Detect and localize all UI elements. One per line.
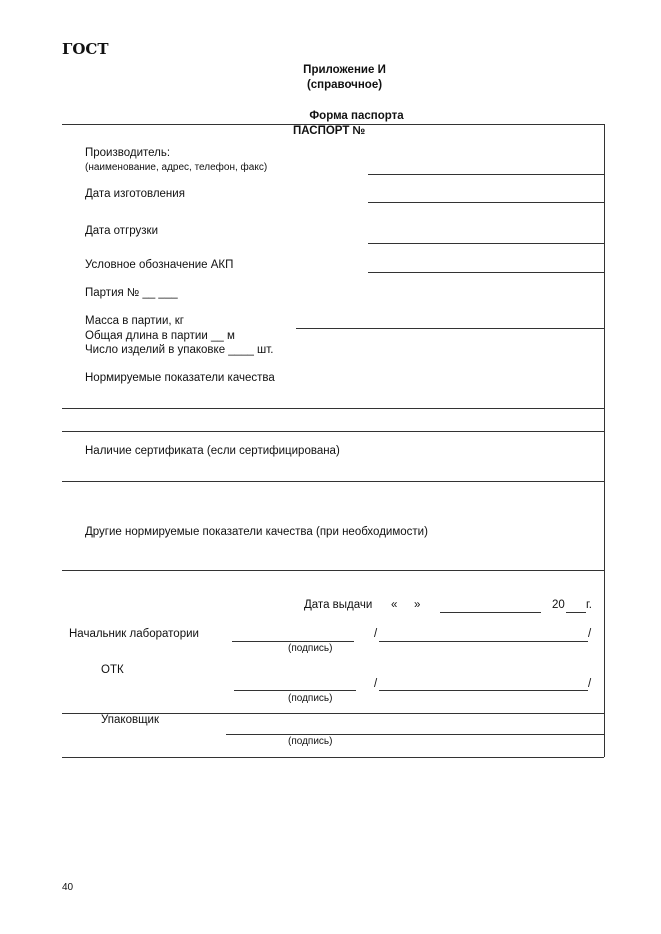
packer-signature-field[interactable] xyxy=(226,734,604,735)
production-date-field-line[interactable] xyxy=(368,202,604,203)
passport-title: ПАСПОРТ № xyxy=(293,125,366,137)
otk-name-field[interactable] xyxy=(379,690,588,691)
lab-head-slash-close: / xyxy=(588,628,592,640)
lab-head-label: Начальник лаборатории xyxy=(69,628,199,640)
other-indicators-label: Другие нормируемые показатели качества (при необходимости) xyxy=(85,526,428,538)
issue-date-label: Дата выдачи xyxy=(304,599,373,611)
otk-slash-open: / xyxy=(374,678,378,690)
issue-date-month-field[interactable] xyxy=(440,612,541,613)
production-date-label: Дата изготовления xyxy=(85,188,185,200)
batch-number-label: Партия № __ ___ xyxy=(85,287,178,299)
manufacturer-hint: (наименование, адрес, телефон, факс) xyxy=(85,162,268,173)
quality-indicators-line-2[interactable] xyxy=(62,431,604,432)
lab-head-signature-field[interactable] xyxy=(232,641,354,642)
appendix-subtitle: (справочное) xyxy=(306,79,383,91)
gost-header: ГОСТ xyxy=(62,40,109,58)
otk-label: ОТК xyxy=(101,664,124,676)
shipping-date-field-line[interactable] xyxy=(368,243,604,244)
year-prefix: 20 xyxy=(552,599,565,611)
lab-head-name-field[interactable] xyxy=(379,641,588,642)
certificate-label: Наличие сертификата (если сертифицирована) xyxy=(85,445,340,457)
items-per-pack-label: Число изделий в упаковке ____ шт. xyxy=(85,344,274,356)
quote-open: « xyxy=(391,599,398,611)
issue-date-year-field[interactable] xyxy=(566,612,586,613)
lab-head-slash-open: / xyxy=(374,628,378,640)
quality-indicators-label: Нормируемые показатели качества xyxy=(85,372,275,384)
lab-head-signature-caption: (подпись) xyxy=(288,643,333,654)
otk-slash-close: / xyxy=(588,678,592,690)
packer-label: Упаковщик xyxy=(101,714,159,726)
akp-designation-label: Условное обозначение АКП xyxy=(85,259,234,271)
page-number: 40 xyxy=(62,882,74,893)
frame-bottom-line xyxy=(62,757,604,758)
frame-right-line xyxy=(604,124,605,757)
appendix-title: Приложение И xyxy=(303,64,386,76)
otk-signature-caption: (подпись) xyxy=(288,693,333,704)
quality-indicators-line-1[interactable] xyxy=(62,408,604,409)
batch-mass-field-line[interactable] xyxy=(296,328,604,329)
certificate-field-line[interactable] xyxy=(62,481,604,482)
quote-close: » xyxy=(414,599,421,611)
shipping-date-label: Дата отгрузки xyxy=(85,225,159,237)
manufacturer-field-line[interactable] xyxy=(368,174,604,175)
manufacturer-label: Производитель: xyxy=(85,147,171,159)
otk-signature-field[interactable] xyxy=(234,690,356,691)
akp-designation-field-line[interactable] xyxy=(368,272,604,273)
form-title: Форма паспорта xyxy=(309,110,404,122)
total-length-label: Общая длина в партии __ м xyxy=(85,330,235,342)
other-indicators-field-line[interactable] xyxy=(62,570,604,571)
packer-signature-caption: (подпись) xyxy=(288,736,333,747)
year-suffix: г. xyxy=(586,599,592,611)
batch-mass-label: Масса в партии, кг xyxy=(85,315,184,327)
